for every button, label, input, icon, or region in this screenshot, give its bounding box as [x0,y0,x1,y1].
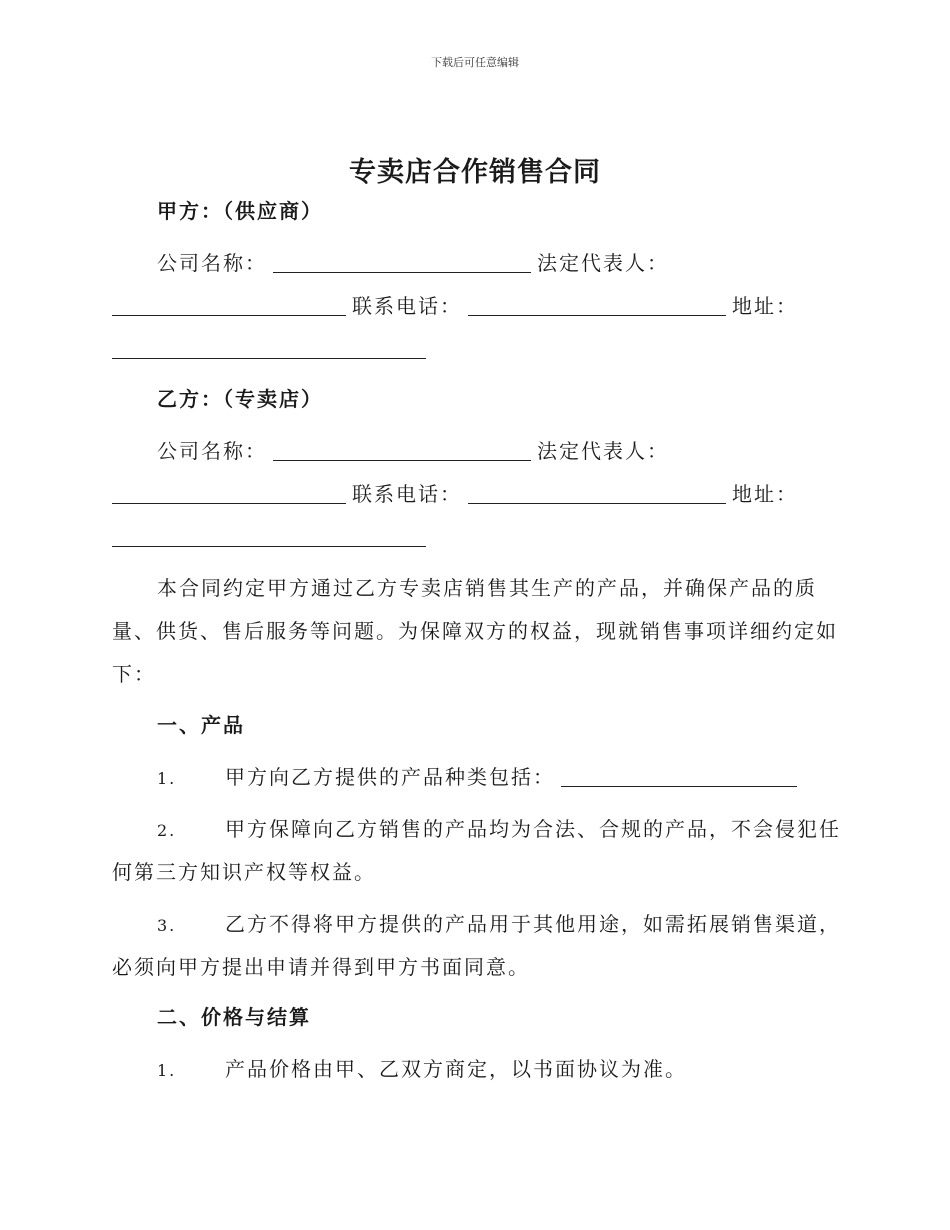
party-a-address-label: 地址： [732,294,798,318]
party-a-line1 [157,249,669,277]
party-a-line3 [112,335,432,363]
party-b-line1 [157,437,669,465]
party-a-company-field[interactable] [273,252,531,273]
party-a-heading: 甲方：（供应商） [157,199,323,223]
party-b-company-field[interactable] [273,440,531,461]
intro-line-2: 量、供货、售后服务等问题。为保障双方的权益，现就销售事项详细约定如 [112,619,838,643]
section2-item1-text: 产品价格由甲、乙双方商定，以书面协议为准。 [225,1057,687,1081]
section1-heading: 一、产品 [157,713,245,737]
party-b-address-label: 地址： [732,482,798,506]
party-b-phone-field[interactable] [468,483,726,504]
section1-item2-continuation: 何第三方知识产权等权益。 [112,860,376,884]
intro-line-1: 本合同约定甲方通过乙方专卖店销售其生产的产品，并确保产品的质 [157,576,817,600]
party-b-address-field[interactable] [112,526,426,547]
section1-item1-number: 1. [157,769,177,788]
section1-item3 [157,910,841,940]
party-a-phone-label: 联系电话： [352,294,462,318]
section1-item3-number: 3. [157,916,177,935]
intro-line-3: 下： [112,662,156,686]
section2-item1 [157,1055,687,1085]
party-a-rep-label: 法定代表人： [537,251,669,275]
section1-item3-continuation: 必须向甲方提出申请并得到甲方书面同意。 [112,955,530,979]
party-b-line3 [112,523,432,551]
party-b-line2 [112,480,798,508]
header-note: 下载后可任意编辑 [431,56,519,69]
section1-item2-number: 2. [157,821,177,840]
section1-item3-text: 乙方不得将甲方提供的产品用于其他用途，如需拓展销售渠道， [225,912,841,936]
party-a-company-label: 公司名称： [157,251,267,275]
section1-item2-text: 甲方保障向乙方销售的产品均为合法、合规的产品，不会侵犯任 [225,817,841,841]
party-b-heading: 乙方：（专卖店） [157,387,323,411]
party-a-address-field[interactable] [112,338,426,359]
party-a-phone-field[interactable] [468,295,726,316]
section2-heading: 二、价格与结算 [157,1005,311,1029]
party-a-rep-field[interactable] [112,295,346,316]
party-b-company-label: 公司名称： [157,439,267,463]
party-b-phone-label: 联系电话： [352,482,462,506]
product-types-field[interactable] [561,766,797,787]
section1-item1-text: 甲方向乙方提供的产品种类包括： [225,765,555,789]
document-title: 专卖店合作销售合同 [349,157,601,188]
section1-item2 [157,815,841,845]
section2-item1-number: 1. [157,1061,177,1080]
party-a-line2 [112,292,798,320]
section1-item1 [157,763,803,793]
party-b-rep-field[interactable] [112,483,346,504]
party-b-rep-label: 法定代表人： [537,439,669,463]
